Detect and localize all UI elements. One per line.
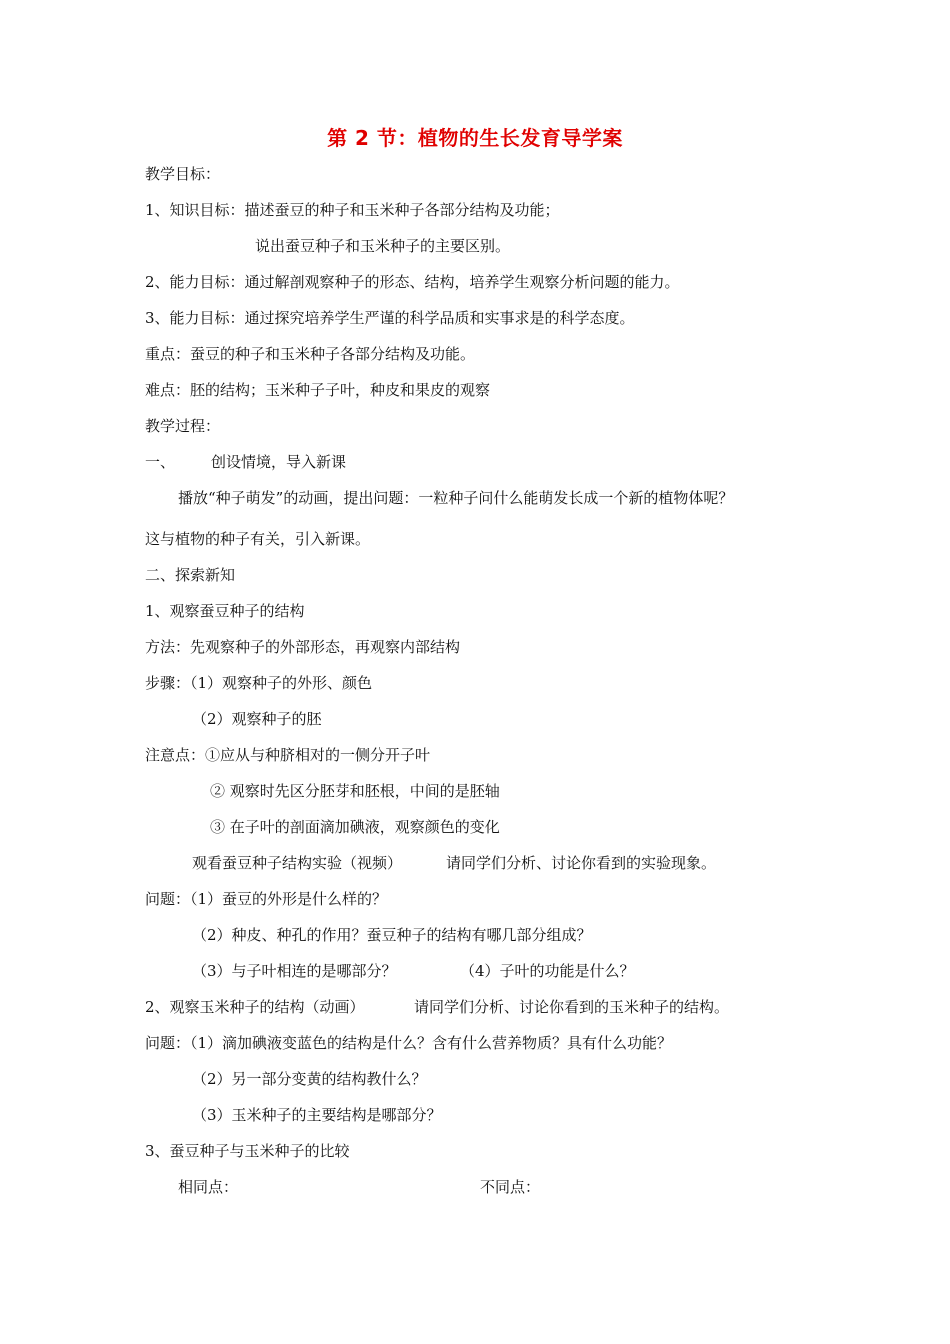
objective-1-continued: 说出蚕豆种子和玉米种子的主要区别。 xyxy=(255,237,511,255)
section-1-number: 一、 xyxy=(145,453,176,471)
document-title: 第 2 节：植物的生长发育导学案 xyxy=(327,126,623,150)
note-3: ③ 在子叶的剖面滴加碘液，观察颜色的变化 xyxy=(210,818,500,836)
method: 方法：先观察种子的外部形态，再观察内部结构 xyxy=(145,638,461,656)
differences-label: 不同点： xyxy=(480,1178,541,1196)
corn-question-1: 问题：（1）滴加碘液变蓝色的结构是什么？含有什么营养物质？具有什么功能？ xyxy=(145,1034,673,1052)
process-heading: 教学过程： xyxy=(145,417,221,435)
corn-question-3: （3）玉米种子的主要结构是哪部分？ xyxy=(192,1106,442,1124)
step-1: 步骤：（1）观察种子的外形、颜色 xyxy=(145,674,373,692)
intro-line-2: 这与植物的种子有关，引入新课。 xyxy=(145,530,371,548)
objective-1: 1、知识目标：描述蚕豆的种子和玉米种子各部分结构及功能； xyxy=(145,201,560,219)
objective-3: 3、能力目标：通过探究培养学生严谨的科学品质和实事求是的科学态度。 xyxy=(145,309,635,327)
key-point: 重点：蚕豆的种子和玉米种子各部分结构及功能。 xyxy=(145,345,476,363)
question-3: （3）与子叶相连的是哪部分？ xyxy=(192,962,397,980)
difficulty: 难点：胚的结构；玉米种子子叶，种皮和果皮的观察 xyxy=(145,381,491,399)
subsection-3-title: 3、蚕豆种子与玉米种子的比较 xyxy=(145,1142,350,1160)
corn-question-2: （2）另一部分变黄的结构教什么？ xyxy=(192,1070,427,1088)
note-1: 注意点：①应从与种脐相对的一侧分开子叶 xyxy=(145,746,431,764)
subsection-2-title: 2、观察玉米种子的结构（动画） xyxy=(145,998,365,1016)
section-1-title: 创设情境，导入新课 xyxy=(211,453,347,471)
video-instruction: 观看蚕豆种子结构实验（视频） xyxy=(192,854,403,872)
subsection-1-title: 1、观察蚕豆种子的结构 xyxy=(145,602,305,620)
step-2: （2）观察种子的胚 xyxy=(192,710,322,728)
intro-line-1: 播放“种子萌发”的动画，提出问题：一粒种子问什么能萌发长成一个新的植物体呢？ xyxy=(178,489,734,507)
similarities-label: 相同点： xyxy=(178,1178,239,1196)
subsection-2-discussion: 请同学们分析、讨论你看到的玉米种子的结构。 xyxy=(414,998,730,1016)
question-2: （2）种皮、种孔的作用？蚕豆种子的结构有哪几部分组成？ xyxy=(192,926,592,944)
note-2: ② 观察时先区分胚芽和胚根，中间的是胚轴 xyxy=(210,782,500,800)
question-4: （4）子叶的功能是什么？ xyxy=(460,962,635,980)
video-discussion: 请同学们分析、讨论你看到的实验现象。 xyxy=(446,854,717,872)
section-2-title: 二、探索新知 xyxy=(145,566,236,584)
objective-2: 2、能力目标：通过解剖观察种子的形态、结构，培养学生观察分析问题的能力。 xyxy=(145,273,680,291)
question-1: 问题：（1）蚕豆的外形是什么样的？ xyxy=(145,890,388,908)
objectives-heading: 教学目标： xyxy=(145,165,221,183)
